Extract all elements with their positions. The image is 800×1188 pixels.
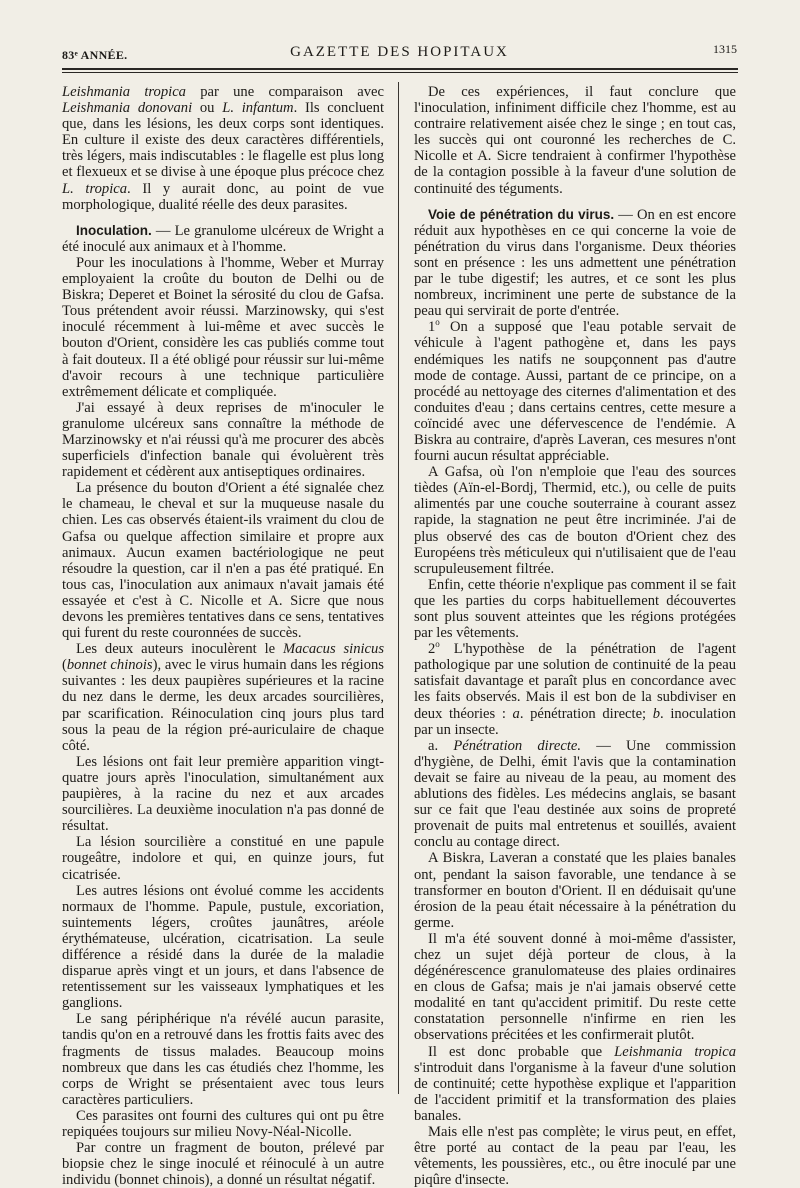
- paragraph: 1$^o$ On a supposé que l'eau potable servait de véhicule à l'agent pathogène et, dans les pays endémiques les natifs ne soupçonnent pas d'autre mode de contage. Aussi, partant de ce principe, on a procédé au nettoyage des citernes d'alimentation et des conduites d'eau ; dans certains centres, cette mesure a coïncidé avec une défervescence de l'endémie. A Biskra au contraire, d'après Laveran, ces mesures n'ont fourni aucun résultat appréciable.: [414, 317, 736, 465]
- paragraph: Ces parasites ont fourni des cultures qui ont pu être repiquées toujours sur milieu Novy-Néal-Nicolle.: [62, 1107, 384, 1140]
- right-column: [414, 84, 736, 1188]
- paragraph: 2$^o$ L'hypothèse de la pénétration de l'agent pathologique par une solution de continuité de la peau satisfait davantage et paraît plus en concordance avec les faits observés. Mais il est bon de la subdiviser en deux théories : a. pénétration directe; b. inoculation par un insecte.: [414, 639, 736, 738]
- page-number: 1315: [713, 42, 737, 56]
- paragraph: Le sang périphérique n'a révélé aucun parasite, tandis qu'on en a retrouvé dans les frottis faits avec des fragments de tissus malades. Beaucoup moins nombreux que dans les cas étudiés chez l'homme, les corps de Wright se présentaient avec tous leurs caractères particuliers.: [62, 1011, 384, 1108]
- issue-label: 83ᵉ ANNÉE.: [62, 48, 128, 62]
- paragraph: Par contre un fragment de bouton, prélevé par biopsie chez le singe inoculé et réinoculé à un autre individu (bonnet chinois), a donné un résultat négatif.: [62, 1140, 384, 1188]
- paragraph: Les lésions ont fait leur première apparition vingt-quatre jours après l'inoculation, simultanément aux paupières, à la racine du nez et aux arcades sourcilières. La deuxième inoculation n'a pas donné de résultat.: [62, 753, 384, 835]
- paragraph: De ces expériences, il faut conclure que l'inoculation, infiniment difficile chez l'homme, est au contraire relativement aisée chez le singe ; en tout cas, les succès qui ont couronné les recherches de C. Nicolle et A. Sicre tendraient à confirmer l'hypothèse de la contagion possible à la faveur d'une solution de continuité des téguments.: [414, 84, 736, 197]
- paragraph: J'ai essayé à deux reprises de m'inoculer le granulome ulcéreux sans connaître la méthode de Marzinowsky et n'ai réussi qu'à me procurer des abcès superficiels d'infection banale qui évoluèrent très rapidement et cédèrent aux antiseptiques ordinaires.: [62, 399, 384, 481]
- paragraph: Il m'a été souvent donné à moi-même d'assister, chez un sujet déjà porteur de clous, à la dégénérescence granulomateuse des plaies ordinaires en clous de Gafsa; mais je n'ai jamais observé cette modalité en tant qu'accident primitif. Du reste cette constatation personnelle n'infirme en rien les observations précitées et les confirmerait plutôt.: [414, 930, 736, 1044]
- header-rule-thick: [62, 68, 738, 70]
- paragraph: Enfin, cette théorie n'explique pas comment il se fait que les parties du corps habituellement découvertes sont plus souvent atteintes que les régions protégées par les vêtements.: [414, 576, 736, 642]
- journal-title: GAZETTE DES HOPITAUX: [290, 44, 509, 60]
- paragraph: Leishmania tropica par une comparaison avec Leishmania donovani ou L. infantum. Ils concluent que, dans les lésions, les deux corps sont identiques. En culture il existe des deux caractères différentiels, très légers, mais indiscutables : le flagelle est plus long et flexueux et se divise à une époque plus précoce chez L. tropica. Il y aurait donc, au point de vue morphologique, dualité réelle des deux parasites.: [62, 84, 385, 213]
- paragraph: a. Pénétration directe. — Une commission d'hygiène, de Delhi, émit l'avis que la contamination devait se faire au niveau de la peau, au moment des ablutions des fidèles. Les médecins anglais, se basant sur ce fait que l'eau destinée aux soins de propreté provenait de puits mal entretenus et souillés, avaient conclu au contage direct.: [414, 737, 736, 851]
- section-title: Inoculation.: [76, 222, 152, 238]
- header-rule-thin: [62, 72, 738, 73]
- section-voie-de-penetration: Voie de pénétration du virus. — On en est encore réduit aux hypothèses en ce qui concerne la voie de pénétration du virus dans l'organisme. Deux théories sont en présence : les uns admettent une pénétration par le tube digestif; les autres, et ce sont les plus nombreux, incriminent une perte de substance de la peau qui servirait de porte d'entrée.: [414, 206, 737, 320]
- section-inoculation: Inoculation. — Le granulome ulcéreux de Wright a été inoculé aux animaux et à l'homme.: [62, 222, 384, 255]
- paragraph: La lésion sourcilière a constitué en une papule rougeâtre, indolore et qui, en quinze jours, fut cicatrisée.: [62, 834, 384, 883]
- left-column: [62, 84, 384, 1188]
- column-divider: [398, 82, 399, 1094]
- paragraph: A Gafsa, où l'on n'emploie que l'eau des sources tièdes (Aïn-el-Bordj, Thermid, etc.), ou celle de puits alimentés par une couche souterraine à courant assez rapide, la stagnation ne peut être incriminée. J'ai de plus observé des cas de bouton d'Orient chez des Européens très méticuleux qui n'utilisaient que de l'eau scrupuleusement filtrée.: [414, 464, 736, 577]
- paragraph: Les deux auteurs inoculèrent le Macacus sinicus (bonnet chinois), avec le virus humain dans les régions suivantes : les deux paupières supérieures et la racine du nez dans le derme, les deux arcades sourcilières, par scarification. Réinoculation cinq jours plus tard sous la peau de la région pré-auriculaire de chaque côté.: [62, 641, 384, 754]
- paragraph: Il est donc probable que Leishmania tropica s'introduit dans l'organisme à la faveur d'une solution de continuité; cette hypothèse explique et l'apparition de l'accident primitif et la transformation des plaies banales.: [414, 1043, 736, 1124]
- paragraph: A Biskra, Laveran a constaté que les plaies banales ont, pendant la saison favorable, une tendance à se transformer en bouton d'Orient. Il en déduisait qu'une érosion de la peau était nécessaire à la pénétration du germe.: [414, 850, 736, 931]
- paragraph: La présence du bouton d'Orient a été signalée chez le chameau, le cheval et sur la muqueuse nasale du chien. Les cas observés étaient-ils vraiment du clou de Gafsa ou quelque affection similaire et propre aux animaux. Aucun examen bactériologique ne peut résoudre la question, car il n'en a pas été pratiqué. En tous cas, l'inoculation aux animaux n'avait jamais été essayée et c'est à C. Nicolle et A. Sicre que nous devons les premières tentatives dans ce sens, tentatives qui furent du reste couronnées de succès.: [62, 480, 384, 642]
- paragraph: Mais elle n'est pas complète; le virus peut, en effet, être porté au contact de la peau par l'eau, les vêtements, les poussières, etc., ou être inoculé par une piqûre d'insecte.: [414, 1124, 736, 1188]
- paragraph: Les autres lésions ont évolué comme les accidents normaux de l'homme. Papule, pustule, excoriation, suintements légers, croûtes jaunâtres, aréole érythémateuse, ulcération, cicatrisation. La seule différence a résidé dans la durée de la maladie disparue après vingt et un jours, et dans l'absence de retentissement sur les vaisseaux lymphatiques et les ganglions.: [62, 882, 384, 1012]
- paragraph: Pour les inoculations à l'homme, Weber et Murray employaient la croûte du bouton de Delhi ou de Biskra; Deperet et Boinet la sérosité du clou de Gafsa. Tous prétendent avoir réussi. Marzinowsky, qui s'est inoculé récemment à lui-même et avec succès le bouton d'Orient, considère les cas publiés comme tout à fait douteux. Il a été obligé pour réussir sur lui-même d'avoir recours à une technique particulière extrêmement délicate et compliquée.: [62, 254, 384, 400]
- section-title: Voie de pénétration du virus.: [428, 206, 615, 222]
- page-header: [62, 40, 737, 60]
